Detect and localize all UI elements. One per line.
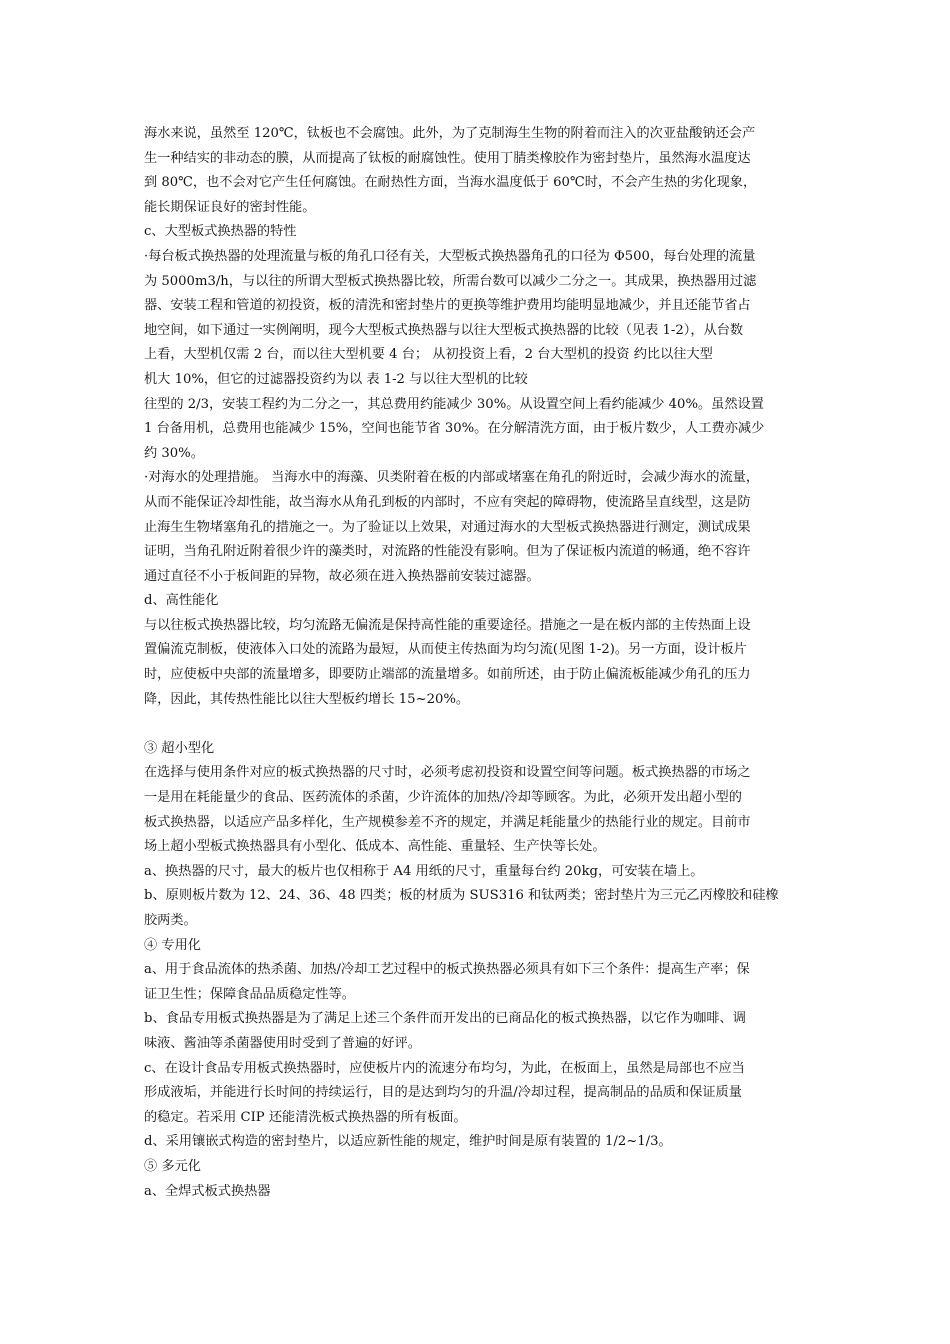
text-line: d、采用镶嵌式构造的密封垫片，以适应新性能的规定，维护时间是原有装置的 1/2~1/3。: [144, 1134, 672, 1150]
text-line: 胶两类。: [144, 913, 197, 928]
text-line: 止海生生物堵塞角孔的措施之一。为了验证以上效果，对通过海水的大型板式换热器进行测定，测试成果: [144, 519, 751, 535]
section-heading: ⑤ 多元化: [144, 1158, 201, 1174]
text-line: 的稳定。若采用 CIP 还能清洗板式换热器的所有板面。: [144, 1109, 467, 1125]
text-line: 形成液垢，并能进行长时间的持续运行，目的是达到均匀的升温/冷却过程，提高制品的品质和保证质量: [144, 1085, 742, 1101]
text-line: 往型的 2/3，安装工程约为二分之一，其总费用约能减少 30%。从设置空间上看约能减少 40%。虽然设置: [144, 396, 764, 412]
section-heading: a、全焊式板式换热器: [144, 1183, 271, 1199]
text-line: 证明，当角孔附近附着很少许的藻类时，对流路的性能没有影响。但为了保证板内流道的畅通，绝不容许: [144, 544, 751, 560]
text-line: 海水来说，虽然至 120℃，钛板也不会腐蚀。此外，为了克制海生生物的附着而注入的次亚盐酸钠还会产: [144, 126, 756, 141]
text-line: 在选择与使用条件对应的板式换热器的尺寸时，必须考虑初投资和设置空间等问题。板式换热器的市场之: [144, 765, 751, 781]
section-heading: d、高性能化: [144, 593, 219, 609]
section-heading: ④ 专用化: [144, 937, 201, 953]
document-body: [144, 122, 814, 1204]
text-line: 地空间，如下通过一实例阐明，现今大型板式换热器与以往大型板式换热器的比较（见表 1-2），从台数: [144, 322, 744, 338]
text-line: 约 30%。: [144, 445, 204, 461]
text-line: 板式换热器，以适应产品多样化，生产规模参差不齐的规定，并满足耗能量少的热能行业的规定。目前市: [144, 814, 751, 830]
text-line: 场上超小型板式换热器具有小型化、低成本、高性能、重量轻、生产快等长处。: [144, 839, 606, 855]
text-line: 通过直径不小于板间距的异物，故必须在进入换热器前安装过滤器。: [144, 568, 540, 584]
text-line: 证卫生性；保障食品品质稳定性等。: [144, 986, 355, 1002]
text-line: ·对海水的处理措施。 当海水中的海藻、贝类附着在板的内部或堵塞在角孔的附近时，会减少海水的流量，: [144, 470, 760, 486]
text-line: 一是用在耗能量少的食品、医药流体的杀菌，少许流体的加热/冷却等顾客。为此，必须开发出超小型的: [144, 790, 742, 806]
section-heading: ③ 超小型化: [144, 740, 215, 756]
blank-line: [144, 712, 814, 737]
text-line: b、原则板片数为 12、24、36、48 四类；板的材质为 SUS316 和钛两类；密封垫片为三元乙丙橡胶和硅橡: [144, 888, 779, 904]
text-line: 降，因此，其传热性能比以往大型板约增长 15~20%。: [144, 691, 470, 707]
text-line: 器、安装工程和管道的初投资，板的清洗和密封垫片的更换等维护费用均能明显地减少，并且还能节省占: [144, 298, 751, 314]
text-line: 到 80℃，也不会对它产生任何腐蚀。在耐热性方面，当海水温度低于 60℃时，不会产生热的劣化现象，: [144, 175, 757, 191]
text-line: 能长期保证良好的密封性能。: [144, 199, 316, 215]
text-line: b、食品专用板式换热器是为了满足上述三个条件而开发出的已商品化的板式换热器，以它作为咖啡、调: [144, 1011, 746, 1027]
text-line: 从而不能保证冷却性能，故当海水从角孔到板的内部时，不应有突起的障碍物，使流路呈直线型，这是防: [144, 494, 751, 510]
text-line: 生一种结实的非动态的膜，从而提高了钛板的耐腐蚀性。使用丁腈类橡胶作为密封垫片，虽然海水温度达: [144, 150, 751, 166]
text-line: c、在设计食品专用板式换热器时，应使板片内的流速分布均匀，为此，在板面上，虽然是局部也不应当: [144, 1060, 745, 1076]
text-line: 为 5000m3/h，与以往的所谓大型板式换热器比较，所需台数可以减少二分之一。其成果，换热器用过滤: [144, 273, 757, 289]
text-line: ·每台板式换热器的处理流量与板的角孔口径有关，大型板式换热器角孔的口径为 Φ500，每台处理的流量: [144, 248, 756, 264]
text-line: 1 台备用机，总费用也能减少 15%，空间也能节省 30%。在分解清洗方面，由于板片数少，人工费亦减少: [144, 421, 765, 437]
text-line: 机大 10%，但它的过滤器投资约为以 表 1-2 与以往大型机的比较: [144, 371, 528, 387]
text-line: 时，应使板中央部的流量增多，即要防止端部的流量增多。如前所述，由于防止偏流板能减少角孔的压力: [144, 667, 751, 683]
text-line: a、换热器的尺寸，最大的板片也仅相称于 A4 用纸的尺寸，重量每台约 20kg，可安装在墙上。: [144, 863, 704, 879]
text-line: 味液、酱油等杀菌器使用时受到了普遍的好评。: [144, 1035, 421, 1051]
text-line: 上看，大型机仅需 2 台，而以往大型机要 4 台； 从初投资上看，2 台大型机的投资 约比以往大型: [144, 347, 713, 363]
text-line: 置偏流克制板，使液体入口处的流路为最短，从而使主传热面为均匀流(见图 1-2)。另一方面，设计板片: [144, 642, 747, 658]
text-line: a、用于食品流体的热杀菌、加热/冷却工艺过程中的板式换热器必须具有如下三个条件：提高生产率；保: [144, 962, 750, 978]
section-heading: c、大型板式换热器的特性: [144, 224, 297, 240]
text-line: 与以往板式换热器比较，均匀流路无偏流是保持高性能的重要途径。措施之一是在板内部的主传热面上设: [144, 617, 751, 633]
